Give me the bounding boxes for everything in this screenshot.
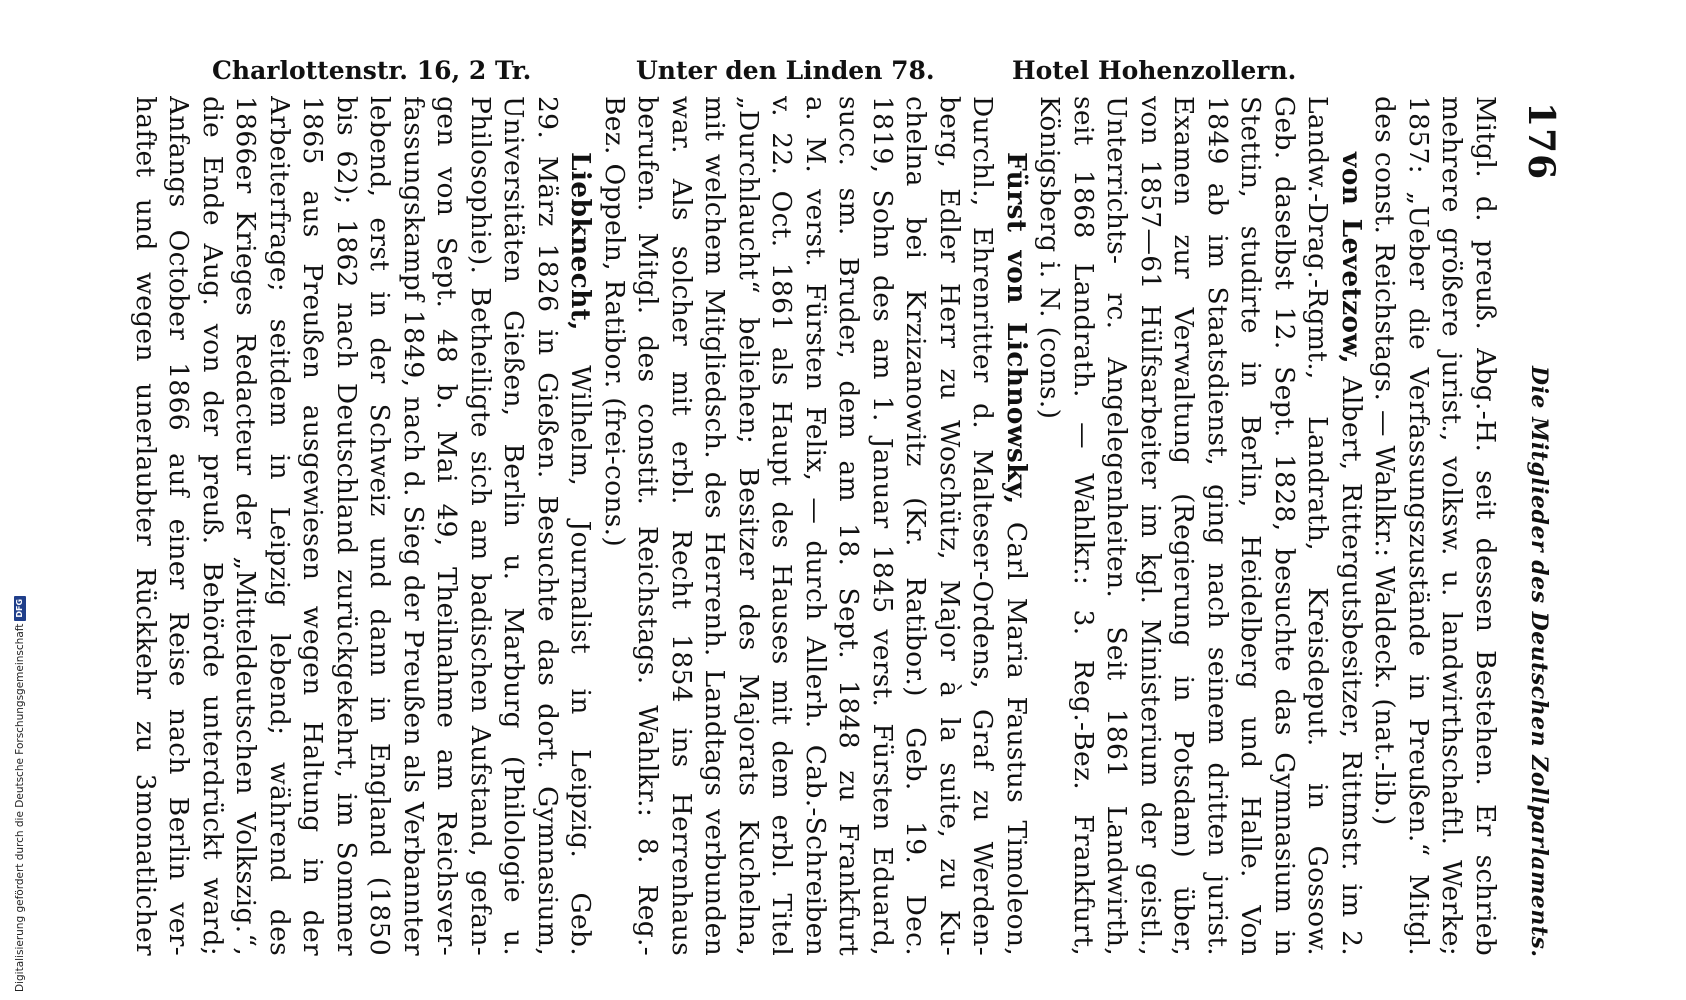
text-line: v. 22. Oct. 1861 als Haupt des Hauses mit dem erbl. Titel (766, 96, 798, 956)
text-line: fassungskampf 1849, nach d. Sieg der Preußen als Verbannter (398, 96, 429, 956)
line-rest: Albert, Rittergutsbesitzer, Rittmstr. im 2. (1336, 363, 1367, 956)
text-line: lebend, erst in der Schweiz und dann in England (1850 (364, 96, 396, 956)
text-line: a. M. verst. Fürsten Felix, — durch Allerh. Cab.-Schreiben (800, 96, 831, 956)
text-line: Anfangs October 1866 auf einer Reise nach Berlin ver- (163, 96, 195, 956)
column-label-address-1: Charlottenstr. 16, 2 Tr. (212, 56, 532, 85)
text-line: Mitgl. d. preuß. Abg.-H. seit dessen Bestehen. Er schrieb (1470, 96, 1501, 956)
body-text (130, 96, 1502, 956)
text-line: Bez. Oppeln, Ratibor. (frei-cons.) (599, 96, 630, 548)
text-line: mit welchem Mitgliedsch. des Herrenh. Landtags verbunden (699, 96, 731, 956)
text-line: des const. Reichstags. — Wahlkr.: Waldeck. (nat.-lib.) (1369, 96, 1401, 826)
page-header (1520, 96, 1560, 956)
text-line: Unterrichts- rc. Angelegenheiten. Seit 1861 Landwirth, (1101, 96, 1133, 956)
text-line: 1819, Sohn des am 1. Januar 1845 verst. Fürsten Eduard, (867, 96, 898, 956)
text-line: 1857: „Ueber die Verfassungszustände in Preußen.“ Mitgl. (1403, 96, 1434, 956)
column-label-address-2: Unter den Linden 78. (636, 56, 935, 85)
text-line: berg, Edler Herr zu Woschütz, Major à la suite, zu Ku- (934, 96, 965, 956)
text-line: Arbeiterfrage; seitdem in Leipzig lebend; während des (264, 96, 295, 956)
text-line: haftet und wegen unerlaubter Rückkehr zu 3monatlicher (130, 96, 161, 956)
member-name: Fürst von Lichnowsky, (1001, 152, 1032, 505)
text-line: seit 1868 Landrath. — Wahlkr.: 3. Reg.-Bez. Frankfurt, (1068, 96, 1099, 956)
text-line: die Ende Aug. von der preuß. Behörde unterdrückt ward; (197, 96, 228, 956)
text-line: chelna bei Krzizanowitz (Kr. Ratibor.) Geb. 19. Dec. (900, 96, 932, 956)
running-title: Die Mitglieder des Deutschen Zollparlaments. (1526, 366, 1552, 958)
text-line (1335, 96, 1369, 956)
text-line: Königsberg i. N. (cons.) (1034, 96, 1066, 420)
text-line: gen von Sept. 48 b. Mai 49, Theilnahme am Reichsver- (431, 96, 463, 956)
text-line: 1865 aus Preußen ausgewiesen wegen Haltung in der (297, 96, 329, 956)
text-line (1000, 96, 1034, 956)
text-line: 1849 ab im Staatsdienst, ging nach seinem dritten jurist. (1202, 96, 1233, 956)
text-line: Stettin, studirte in Berlin, Heidelberg und Halle. Von (1235, 96, 1267, 956)
text-line: Universitäten Gießen, Berlin u. Marburg (Philologie u. (498, 96, 530, 956)
member-name: von Levetzow, (1336, 152, 1367, 364)
dfg-logo: DFG (14, 596, 26, 621)
digitization-attribution (14, 596, 26, 992)
text-line: Philosophie). Betheiligte sich am badischen Aufstand, gefan- (465, 96, 496, 956)
text-line: Durchl., Ehrenritter d. Malteser-Ordens, Graf zu Werden- (967, 96, 999, 956)
text-line: war. Als solcher mit erbl. Recht 1854 ins Herrenhaus (666, 96, 697, 956)
text-line: 1866er Krieges Redacteur der „Mitteldeutschen Volkszig.“, (230, 96, 262, 956)
text-line: bis 62); 1862 nach Deutschland zurückgekehrt, im Sommer (331, 96, 362, 956)
text-line: berufen. Mitgl. des constit. Reichstags. Wahlkr.: 8. Reg.- (632, 96, 664, 956)
rotated-text-page (130, 96, 1562, 958)
page-number: 176 (1520, 102, 1562, 181)
text-line: succ. sm. Bruder, dem am 18. Sept. 1848 zu Frankfurt (833, 96, 865, 956)
text-line: von 1857—61 Hülfsarbeiter im kgl. Ministerium der geistl., (1135, 96, 1166, 956)
text-line: Landw.-Drag.-Rgmt., Landrath, Kreisdeput. in Gossow. (1302, 96, 1334, 956)
column-label-address-3: Hotel Hohenzollern. (1012, 56, 1297, 85)
text-line: 29. März 1826 in Gießen. Besuchte das dort. Gymnasium, (532, 96, 563, 956)
text-line: Geb. daselbst 12. Sept. 1828, besuchte das Gymnasium in (1269, 96, 1300, 956)
attribution-text: Digitalisierung gefördert durch die Deutsche Forschungsgemeinschaft (14, 623, 26, 992)
line-rest: Carl Maria Faustus Timoleon, (1001, 504, 1032, 956)
text-line: mehrere größere jurist., volksw. u. landwirthschaftl. Werke; (1436, 96, 1468, 956)
text-line: „Durchlaucht“ beliehen; Besitzer des Majorats Kuchelna, (733, 96, 764, 956)
text-line: Examen zur Verwaltung (Regierung in Potsdam) über, (1168, 96, 1200, 956)
member-name: Liebknecht, (565, 152, 597, 331)
line-rest: Wilhelm, Journalist in Leipzig. Geb. (565, 330, 597, 956)
text-line (564, 96, 598, 956)
